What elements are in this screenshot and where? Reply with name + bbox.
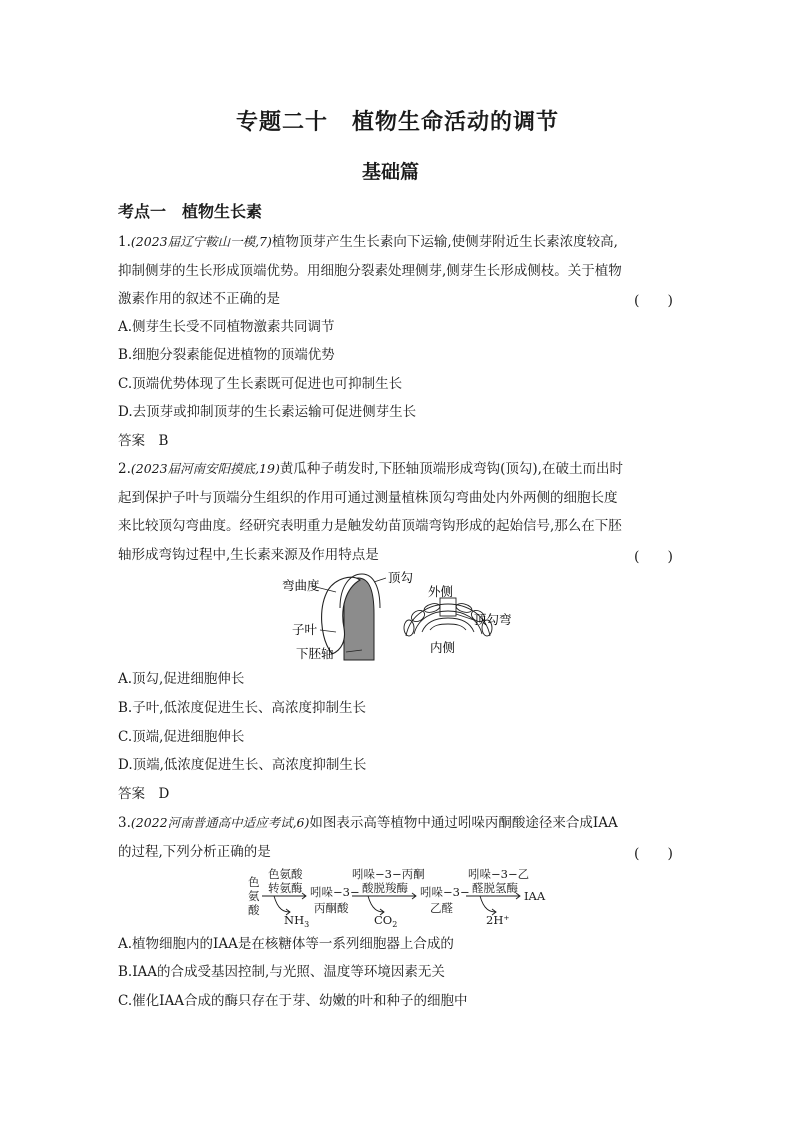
intermediate1-line2: 丙酮酸 [314,901,349,915]
label-inner-side: 内侧 [430,640,456,655]
enzyme2-line2: 酸脱羧酶 [362,881,408,895]
q3-option-a: A.植物细胞内的IAA是在核糖体等一系列细胞器上合成的 [118,936,454,952]
co2-label: $CO_2$ [374,913,398,929]
page-subtitle: 基础篇 [362,161,420,183]
intermediate1-line1: 吲哚−3− [310,885,360,899]
q1-option-a: A.侧芽生长受不同植物激素共同调节 [118,319,335,335]
q2-answer: 答案 D [118,786,170,802]
intermediate2-line1: 吲哚−3− [420,885,470,899]
q2-line1 [118,460,623,478]
tryptophan-char-2: 氨 [248,889,260,903]
q2-text-1: 黄瓜种子萌发时,下胚轴顶端形成弯钩(顶勾),在破土而出时 [279,461,623,477]
q3-option-c: C.催化IAA合成的酶只存在于芽、幼嫩的叶和种子的细胞中 [118,993,468,1009]
iaa-pathway-diagram [240,866,560,930]
label-hook: 顶勾 [388,570,414,585]
q3-number: 3. [118,815,131,831]
q1-source: (2023届辽宁鞍山一模,7) [130,234,272,249]
q2-source: (2023届河南安阳摸底,19) [130,461,280,476]
page-title-left: 专题二十 [236,110,329,135]
label-bend-degree: 弯曲度 [282,578,320,593]
q1-option-d: D.去顶芽或抑制顶芽的生长素运输可促进侧芽生长 [118,404,417,420]
q3-option-b: B.IAA的合成受基因控制,与光照、温度等环境因素无关 [118,964,445,980]
q3-source: (2022河南普通高中适应考试,6) [130,815,310,830]
q2-option-a: A.顶勾,促进细胞伸长 [118,671,245,687]
q2-option-d: D.顶端,低浓度促进生长、高浓度抑制生长 [118,757,367,773]
q2-line3: 来比较顶勾弯曲度。经研究表明重力是触发幼苗顶端弯钩形成的起始信号,那么在下胚 [118,518,622,534]
enzyme3-line1: 吲哚−3−乙 [468,867,530,881]
h-plus-label: 2H⁺ [486,913,510,927]
q2-line4: 轴形成弯钩过程中,生长素来源及作用特点是 [118,547,379,563]
label-hypocotyl: 下胚轴 [296,646,334,661]
q3-answer-blank: ( ) [634,846,673,862]
tryptophan-char-1: 色 [248,875,260,889]
q3-text-1: 如图表示高等植物中通过吲哚丙酮酸途径来合成IAA [309,815,618,831]
q2-answer-blank: ( ) [634,549,673,565]
page-title-right: 植物生命活动的调节 [352,110,560,135]
label-cotyledon: 子叶 [292,622,318,637]
q1-answer-blank: ( ) [634,293,673,309]
q3-line1 [118,814,618,832]
q1-line1 [118,233,618,251]
label-hook-bend: 顶勾弯 [474,612,512,627]
q1-line3: 激素作用的叙述不正确的是 [118,291,280,307]
q1-answer: 答案 B [118,433,169,449]
q2-option-b: B.子叶,低浓度促进生长、高浓度抑制生长 [118,700,367,716]
iaa-product: IAA [524,889,546,903]
q1-option-c: C.顶端优势体现了生长素既可促进也可抑制生长 [118,376,403,392]
section-title: 考点一 植物生长素 [118,202,263,221]
q1-option-b: B.细胞分裂素能促进植物的顶端优势 [118,347,335,363]
q3-line2: 的过程,下列分析正确的是 [118,844,271,860]
label-outer-side: 外侧 [428,584,454,599]
enzyme1-line2: 转氨酶 [268,881,303,895]
q2-line2: 起到保护子叶与顶端分生组织的作用可通过测量植株顶勾弯曲处内外两侧的细胞长度 [118,490,618,506]
enzyme2-line1: 吲哚−3−丙酮 [352,867,425,881]
intermediate2-line2: 乙醛 [430,901,453,915]
nh3-label: $NH_3$ [284,913,310,929]
q2-number: 2. [118,461,131,477]
q1-line2: 抑制侧芽的生长形成顶端优势。用细胞分裂素处理侧芽,侧芽生长形成侧枝。关于植物 [118,263,622,279]
q1-number: 1. [118,234,131,250]
seedling-hook-figure [270,568,530,664]
enzyme3-line2: 醛脱氢酶 [472,881,518,895]
tryptophan-char-3: 酸 [248,903,260,917]
enzyme1-line1: 色氨酸 [268,867,303,881]
q2-option-c: C.顶端,促进细胞伸长 [118,729,245,745]
q1-text-1: 植物顶芽产生生长素向下运输,使侧芽附近生长素浓度较高, [271,234,618,250]
